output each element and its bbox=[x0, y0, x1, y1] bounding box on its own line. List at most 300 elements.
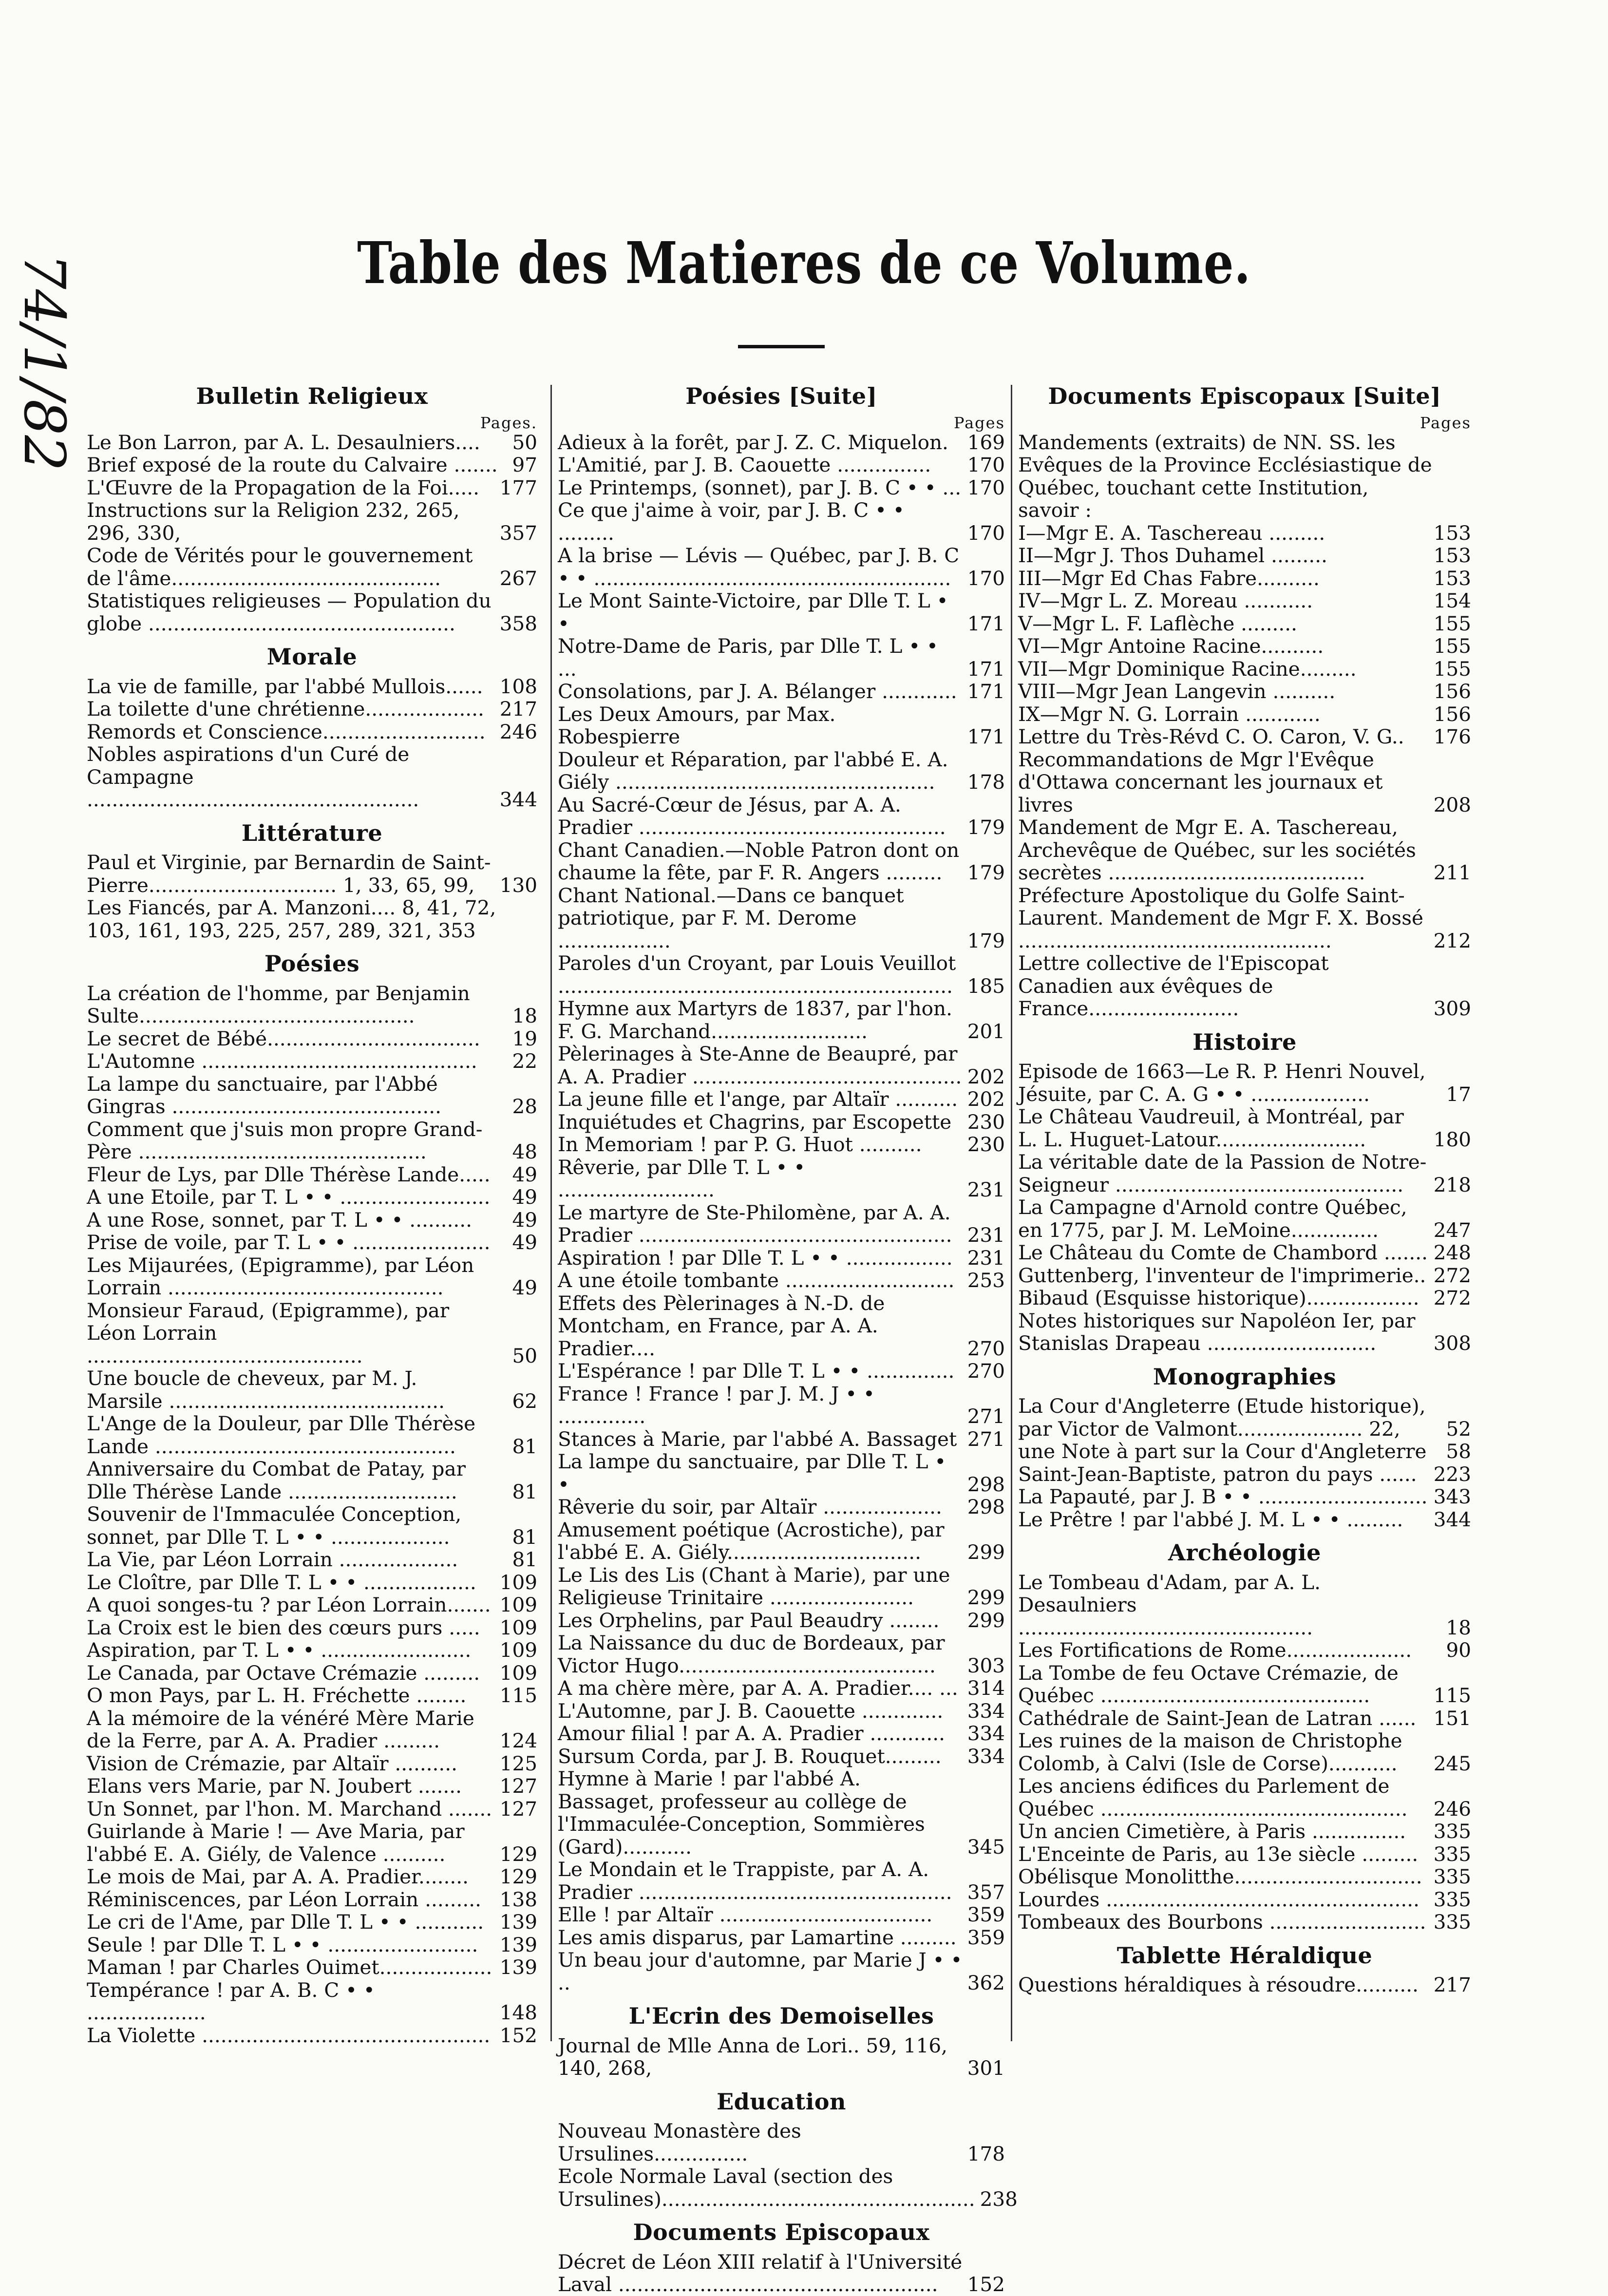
toc-entry-title: Réminiscences, par Léon Lorrain ......... bbox=[87, 1887, 481, 1911]
toc-entry-page: 345 bbox=[967, 1835, 1005, 1859]
toc-entry bbox=[87, 1548, 537, 1571]
toc-entry-page: 62 bbox=[512, 1389, 537, 1413]
toc-entry-title: Les Fiancés, par A. Manzoni.... 8, 41, 72, 103, 161, 193, 225, 257, 289, 321, 353 bbox=[87, 896, 496, 942]
toc-entry-title: L'Espérance ! par Dlle T. L • • .............. bbox=[558, 1359, 955, 1383]
toc-entry bbox=[1018, 816, 1471, 884]
toc-entry bbox=[87, 1050, 537, 1073]
toc-entry-page: 49 bbox=[512, 1185, 537, 1209]
toc-entry bbox=[1018, 952, 1471, 1020]
toc-entry-title: A la brise — Lévis — Québec, par J. B. C • • ......................................................... bbox=[558, 544, 960, 590]
toc-entry-title: Guirlande à Marie ! — Ave Maria, par l'abbé E. A. Giély, de Valence .......... bbox=[87, 1820, 465, 1866]
toc-entry-page: 50 bbox=[512, 1344, 537, 1367]
toc-entry-page: 179 bbox=[967, 816, 1005, 839]
toc-entry bbox=[558, 1632, 1005, 1677]
toc-entry-title: O mon Pays, par L. H. Fréchette ........ bbox=[87, 1684, 467, 1707]
toc-entry-title: Ce que j'aime à voir, par J. B. C • • ......... bbox=[558, 498, 905, 545]
toc-entry-page: 170 bbox=[967, 521, 1005, 545]
toc-entry bbox=[558, 1269, 1005, 1292]
toc-entry bbox=[558, 794, 1005, 839]
toc-entry-title: Les ruines de la maison de Christophe Colomb, à Calvi (Isle de Corse)........... bbox=[1018, 1729, 1402, 1775]
toc-entry-title: Nouveau Monastère des Ursulines............... bbox=[558, 2119, 801, 2165]
toc-entry bbox=[558, 1247, 1005, 1270]
toc-entry bbox=[558, 1496, 1005, 1518]
toc-entry-title: I—Mgr E. A. Taschereau ......... bbox=[1018, 521, 1325, 545]
toc-entry-title: La lampe du sanctuaire, par Dlle T. L • • bbox=[558, 1450, 946, 1496]
toc-entry-page: 171 bbox=[967, 680, 1005, 703]
toc-entry bbox=[558, 703, 1005, 748]
toc-entry bbox=[558, 680, 1005, 703]
toc-entry-page: 170 bbox=[967, 475, 1005, 499]
toc-entry bbox=[87, 1684, 537, 1707]
toc-entry bbox=[1018, 635, 1471, 658]
section-heading: L'Ecrin des Demoiselles bbox=[628, 2003, 934, 2029]
toc-entry-page: 217 bbox=[1433, 1973, 1471, 1996]
toc-entry bbox=[558, 2251, 1005, 2296]
toc-entry-title: La vie de famille, par l'abbé Mullois...... bbox=[87, 674, 483, 698]
toc-entry bbox=[1018, 1639, 1471, 1662]
toc-entry-page: 170 bbox=[967, 453, 1005, 476]
toc-entry-page: 185 bbox=[967, 974, 1005, 998]
toc-entry bbox=[1018, 1151, 1471, 1196]
toc-entry bbox=[558, 1292, 1005, 1360]
toc-entry-page: 115 bbox=[499, 1684, 537, 1707]
toc-entry-title: Souvenir de l'Immaculée Conception, sonnet, par Dlle T. L • • ................... bbox=[87, 1502, 462, 1549]
toc-entry-page: 148 bbox=[499, 2001, 537, 2024]
toc-entry-title: A quoi songes-tu ? par Léon Lorrain....... bbox=[87, 1593, 491, 1616]
toc-entry bbox=[558, 1745, 1005, 1768]
toc-entry-title: Le cri de l'Ame, par Dlle T. L • • ........... bbox=[87, 1910, 484, 1934]
toc-entry-page: 201 bbox=[967, 1019, 1005, 1043]
toc-entry-title: Prise de voile, par T. L • • ...................... bbox=[87, 1231, 491, 1254]
toc-entry bbox=[558, 1383, 1005, 1428]
toc-entry-title: La création de l'homme, par Benjamin Sulte............................................ bbox=[87, 981, 470, 1027]
section-heading: Poésies [Suite] bbox=[685, 383, 877, 409]
toc-entry bbox=[87, 1616, 537, 1639]
toc-entry bbox=[87, 1254, 537, 1299]
toc-entry bbox=[558, 839, 1005, 884]
toc-entry bbox=[558, 1858, 1005, 1903]
toc-entry-title: Obélisque Monolitthe.............................. bbox=[1018, 1865, 1422, 1888]
toc-entry-title: Ecole Normale Laval (section des Ursulines).................................................. bbox=[558, 2164, 975, 2211]
toc-entry-title: IV—Mgr L. Z. Moreau ........... bbox=[1018, 589, 1313, 612]
toc-entry-page: 129 bbox=[499, 1842, 537, 1866]
handwritten-note: 74/1/82 bbox=[11, 253, 77, 472]
toc-entry-title: L'Enceinte de Paris, au 13e siècle ......... bbox=[1018, 1842, 1419, 1866]
section-heading: Morale bbox=[266, 644, 358, 670]
section-heading: Monographies bbox=[1153, 1363, 1337, 1390]
toc-entry-title: Aspiration, par T. L • • ........................ bbox=[87, 1638, 472, 1662]
toc-entry-title: Pèlerinages à Ste-Anne de Beaupré, par A. A. Pradier ........................................... bbox=[558, 1042, 962, 1088]
toc-entry bbox=[87, 1956, 537, 1979]
toc-entry bbox=[558, 589, 1005, 635]
toc-entry-page: 299 bbox=[967, 1586, 1005, 1609]
toc-entry-page: 344 bbox=[499, 788, 537, 811]
toc-entry bbox=[558, 884, 1005, 952]
section-heading: Documents Episcopaux bbox=[633, 2219, 930, 2245]
toc-entry-title: Amusement poétique (Acrostiche), par l'abbé E. A. Giély............................... bbox=[558, 1518, 945, 1564]
toc-entry-title: Préfecture Apostolique du Golfe Saint-Laurent. Mandement de Mgr F. X. Bossé .................................................. bbox=[1018, 883, 1423, 952]
toc-entry-page: 177 bbox=[499, 475, 537, 499]
toc-entry-page: 344 bbox=[1433, 1507, 1471, 1531]
toc-entry bbox=[558, 1767, 1005, 1858]
toc-entry-page: 28 bbox=[512, 1095, 537, 1118]
toc-entry bbox=[1018, 1196, 1471, 1241]
toc-entry-page: 152 bbox=[967, 2273, 1005, 2296]
toc-entry-title: III—Mgr Ed Chas Fabre.......... bbox=[1018, 566, 1320, 590]
toc-entry bbox=[558, 476, 1005, 499]
toc-entry-page: 271 bbox=[967, 1427, 1005, 1451]
toc-entry-page: 108 bbox=[499, 674, 537, 698]
toc-entry bbox=[558, 997, 1005, 1043]
toc-entry-title: Les Orphelins, par Paul Beaudry ........ bbox=[558, 1608, 940, 1632]
toc-entry-page: 357 bbox=[499, 521, 537, 545]
toc-entry-title: Le secret de Bébé.................................. bbox=[87, 1026, 480, 1050]
toc-entry bbox=[1018, 1105, 1471, 1151]
toc-entry-title: une Note à part sur la Cour d'Angleterre bbox=[1018, 1440, 1427, 1463]
toc-entry-page: 49 bbox=[512, 1231, 537, 1254]
toc-entry-title: La Campagne d'Arnold contre Québec, en 1775, par J. M. LeMoine.............. bbox=[1018, 1195, 1407, 1242]
toc-entry bbox=[1018, 703, 1471, 726]
toc-entry-page: 267 bbox=[499, 566, 537, 590]
toc-entry-title: Fleur de Lys, par Dlle Thérèse Lande..... bbox=[87, 1162, 491, 1186]
toc-entry-page: 238 bbox=[980, 2187, 1018, 2211]
toc-entry-page: 271 bbox=[967, 1404, 1005, 1428]
toc-entry bbox=[558, 2164, 1018, 2211]
toc-entry-title: Le Lis des Lis (Chant à Marie), par une Religieuse Trinitaire ....................... bbox=[558, 1563, 950, 1609]
toc-entry-page: 308 bbox=[1433, 1331, 1471, 1355]
toc-entry-page: 81 bbox=[512, 1480, 537, 1503]
toc-entry-title: Le Printemps, (sonnet), par J. B. C • • ... bbox=[558, 475, 962, 499]
toc-entry bbox=[558, 635, 1005, 680]
toc-entry-title: La Tombe de feu Octave Crémazie, de Québec ........................................... bbox=[1018, 1661, 1399, 1707]
toc-entry-page: 223 bbox=[1433, 1462, 1471, 1486]
toc-entry bbox=[1018, 1775, 1471, 1820]
toc-entry-title: La véritable date de la Passion de Notre-Seigneur .............................................. bbox=[1018, 1150, 1427, 1196]
toc-entry bbox=[87, 1231, 537, 1254]
toc-entry bbox=[1018, 544, 1471, 567]
toc-entry bbox=[558, 1677, 1005, 1700]
toc-entry bbox=[87, 1209, 537, 1232]
toc-entry-page: 298 bbox=[967, 1472, 1005, 1496]
toc-entry-page: 90 bbox=[1446, 1638, 1471, 1662]
toc-entry bbox=[87, 896, 537, 942]
toc-entry-title: Adieux à la forêt, par J. Z. C. Miquelon. bbox=[558, 430, 948, 454]
toc-entry-title: Une boucle de cheveux, par M. J. Marsile ............................................ bbox=[87, 1366, 445, 1413]
toc-entry-title: Hymne aux Martyrs de 1837, par l'hon. F. G. Marchand......................... bbox=[558, 997, 953, 1043]
toc-entry bbox=[1018, 567, 1471, 590]
toc-entry-title: Rêverie du soir, par Altaïr ................... bbox=[558, 1495, 942, 1518]
toc-entry-title: Les amis disparus, par Lamartine ......... bbox=[558, 1925, 957, 1949]
toc-entry bbox=[1018, 725, 1471, 748]
toc-entry-title: A la mémoire de la vénéré Mère Marie de la Ferre, par A. A. Pradier ......... bbox=[87, 1706, 474, 1752]
toc-entry-title: Paroles d'un Croyant, par Louis Veuillot ............................................................... bbox=[558, 951, 956, 998]
toc-entry-page: 115 bbox=[1433, 1684, 1471, 1707]
toc-entry-page: 272 bbox=[1433, 1263, 1471, 1287]
toc-entry bbox=[558, 454, 1005, 476]
section-heading: Documents Episcopaux [Suite] bbox=[1048, 383, 1441, 409]
toc-entry-title: Un ancien Cimetière, à Paris ............... bbox=[1018, 1820, 1406, 1843]
toc-entry-page: 303 bbox=[967, 1653, 1005, 1677]
toc-entry bbox=[558, 952, 1005, 997]
toc-entry-page: 169 bbox=[967, 430, 1005, 454]
toc-entry-title: Instructions sur la Religion 232, 265, 296, 330, bbox=[87, 498, 460, 545]
toc-entry-page: 309 bbox=[1433, 997, 1471, 1020]
toc-entry-title: Recommandations de Mgr l'Evêque d'Ottawa concernant les journaux et livres bbox=[1018, 747, 1383, 816]
toc-entry bbox=[1018, 1571, 1471, 1639]
toc-entry-page: 125 bbox=[499, 1751, 537, 1775]
toc-entry-page: 246 bbox=[1433, 1797, 1471, 1821]
toc-entry-page: 49 bbox=[512, 1276, 537, 1299]
section-heading: Littérature bbox=[241, 819, 383, 846]
toc-entry-title: La Cour d'Angleterre (Etude historique), par Victor de Valmont.................... 22, bbox=[1018, 1394, 1426, 1441]
toc-entry bbox=[1018, 1662, 1471, 1707]
toc-entry-title: Le Château Vaudreuil, à Montréal, par L. L. Huguet-Latour........................ bbox=[1018, 1105, 1404, 1151]
toc-entry-title: Questions héraldiques à résoudre.......... bbox=[1018, 1973, 1419, 1996]
toc-entry-page: 139 bbox=[499, 1910, 537, 1934]
toc-entry-page: 178 bbox=[967, 770, 1005, 794]
section-heading: Tablette Héraldique bbox=[1116, 1942, 1373, 1969]
toc-entry bbox=[1018, 748, 1471, 816]
toc-entry-page: 217 bbox=[499, 697, 537, 721]
toc-entry-page: 22 bbox=[512, 1049, 537, 1073]
toc-entry bbox=[87, 1888, 537, 1911]
toc-entry-page: 358 bbox=[499, 611, 537, 635]
column-right bbox=[1018, 385, 1471, 1996]
toc-entry-title: Les Mijaurées, (Epigramme), par Léon Lorrain ............................................ bbox=[87, 1253, 474, 1299]
toc-entry-title: Elle ! par Altaïr .................................. bbox=[558, 1903, 933, 1926]
toc-entry bbox=[1018, 1508, 1471, 1531]
toc-entry bbox=[87, 1707, 537, 1752]
toc-entry-page: 270 bbox=[967, 1336, 1005, 1360]
toc-entry bbox=[1018, 612, 1471, 635]
toc-entry bbox=[87, 544, 537, 589]
toc-entry bbox=[1018, 1395, 1471, 1440]
toc-entry bbox=[87, 1662, 537, 1685]
toc-entry-page: 109 bbox=[499, 1615, 537, 1639]
toc-entry bbox=[1018, 1888, 1471, 1911]
toc-entry-title: Seule ! par Dlle T. L • • ........................ bbox=[87, 1933, 478, 1956]
toc-entry-page: 218 bbox=[1433, 1173, 1471, 1196]
toc-entry bbox=[558, 1450, 1005, 1496]
toc-entry bbox=[87, 1798, 537, 1821]
toc-entry-title: L'Automne ............................................ bbox=[87, 1049, 477, 1073]
toc-entry bbox=[1018, 1911, 1471, 1934]
toc-entry-title: Le Prêtre ! par l'abbé J. M. L • • ......... bbox=[1018, 1507, 1403, 1531]
toc-entry-page: 208 bbox=[1433, 793, 1471, 816]
toc-entry bbox=[87, 1458, 537, 1503]
toc-entry-page: 231 bbox=[967, 1178, 1005, 1201]
toc-entry-page: 151 bbox=[1433, 1706, 1471, 1730]
toc-entry-title: Le Tombeau d'Adam, par A. L. Desaulniers ............................................... bbox=[1018, 1570, 1321, 1639]
toc-entry bbox=[1018, 680, 1471, 703]
toc-entry-page: 179 bbox=[967, 861, 1005, 884]
toc-entry bbox=[558, 1903, 1005, 1926]
toc-entry-page: 18 bbox=[1446, 1615, 1471, 1639]
toc-entry-page: 202 bbox=[967, 1064, 1005, 1088]
toc-entry bbox=[558, 1133, 1005, 1156]
toc-entry-page: 153 bbox=[1433, 544, 1471, 567]
section-heading: Histoire bbox=[1192, 1028, 1297, 1055]
toc-entry bbox=[1018, 1241, 1471, 1264]
toc-entry-page: 127 bbox=[499, 1797, 537, 1821]
toc-entry-page: 202 bbox=[967, 1087, 1005, 1111]
toc-entry-title: Saint-Jean-Baptiste, patron du pays ...... bbox=[1018, 1462, 1417, 1486]
toc-entry-page: 334 bbox=[967, 1722, 1005, 1745]
toc-entry bbox=[1018, 884, 1471, 952]
toc-entry-page: 248 bbox=[1433, 1241, 1471, 1264]
toc-entry-page: 50 bbox=[512, 430, 537, 454]
toc-entry bbox=[1018, 589, 1471, 612]
toc-entry-title: Amour filial ! par A. A. Pradier ............ bbox=[558, 1722, 946, 1745]
toc-entry bbox=[87, 1073, 537, 1118]
toc-entry-title: La toilette d'une chrétienne................... bbox=[87, 697, 484, 721]
toc-entry bbox=[87, 698, 537, 721]
toc-entry-page: 231 bbox=[967, 1246, 1005, 1270]
toc-entry bbox=[1018, 1440, 1471, 1463]
toc-entry-title: Nobles aspirations d'un Curé de Campagne ..................................................... bbox=[87, 742, 419, 811]
toc-entry-title: Elans vers Marie, par N. Joubert ....... bbox=[87, 1774, 462, 1798]
toc-entry-title: Vision de Crémazie, par Altaïr .......... bbox=[87, 1751, 458, 1775]
toc-entry bbox=[87, 1186, 537, 1209]
toc-entry-page: 48 bbox=[512, 1140, 537, 1163]
toc-entry-page: 130 bbox=[499, 873, 537, 897]
toc-entry-page: 124 bbox=[499, 1729, 537, 1752]
toc-entry bbox=[1018, 1264, 1471, 1287]
toc-entry bbox=[558, 1722, 1005, 1745]
toc-entry-page: 230 bbox=[967, 1133, 1005, 1156]
toc-entry-page: 81 bbox=[512, 1548, 537, 1571]
toc-entry-page: 230 bbox=[967, 1110, 1005, 1134]
toc-entry bbox=[558, 1428, 1005, 1451]
toc-entry-title: Code de Vérités pour le gouvernement de l'âme........................................... bbox=[87, 544, 473, 590]
toc-entry-page: 212 bbox=[1433, 929, 1471, 952]
toc-entry-title: Cathédrale de Saint-Jean de Latran ...... bbox=[1018, 1706, 1417, 1730]
toc-entry bbox=[87, 851, 537, 896]
toc-entry-title: Notes historiques sur Napoléon Ier, par Stanislas Drapeau ........................... bbox=[1018, 1309, 1416, 1355]
toc-entry-title: Journal de Mlle Anna de Lori.. 59, 116, 140, 268, bbox=[558, 2033, 947, 2080]
toc-entry-page: 52 bbox=[1446, 1417, 1471, 1441]
toc-entry bbox=[87, 743, 537, 811]
toc-entry-title: La jeune fille et l'ange, par Altaïr .......... bbox=[558, 1087, 958, 1111]
toc-entry-page: 245 bbox=[1433, 1751, 1471, 1775]
toc-entry-title: La Violette .............................................. bbox=[87, 2023, 491, 2047]
toc-entry bbox=[558, 1564, 1005, 1609]
toc-entry-title: Comment que j'suis mon propre Grand-Père .............................................. bbox=[87, 1117, 483, 1163]
toc-entry-title: Anniversaire du Combat de Patay, par Dlle Thérèse Lande ........................... bbox=[87, 1457, 466, 1503]
toc-entry bbox=[1018, 1463, 1471, 1486]
toc-entry bbox=[1018, 1485, 1471, 1508]
toc-entry bbox=[87, 1412, 537, 1458]
section-heading: Bulletin Religieux bbox=[196, 383, 428, 409]
toc-entry bbox=[87, 1027, 537, 1050]
toc-entry-title: Au Sacré-Cœur de Jésus, par A. A. Pradier ................................................. bbox=[558, 793, 946, 839]
toc-entry bbox=[558, 1949, 1005, 1994]
toc-entry-title: Episode de 1663—Le R. P. Henri Nouvel, Jésuite, par C. A. G • • ................... bbox=[1018, 1060, 1426, 1106]
toc-entry-page: 152 bbox=[499, 2023, 537, 2047]
toc-entry-title: VIII—Mgr Jean Langevin .......... bbox=[1018, 680, 1336, 703]
toc-entry-title: Sursum Corda, par J. B. Rouquet......... bbox=[558, 1744, 942, 1768]
pages-label: Pages bbox=[1419, 413, 1471, 432]
toc-entry-title: Les Fortifications de Rome.................... bbox=[1018, 1638, 1412, 1662]
toc-entry-page: 314 bbox=[967, 1676, 1005, 1700]
toc-entry-title: Notre-Dame de Paris, par Dlle T. L • • ... bbox=[558, 634, 938, 681]
toc-entry-page: 155 bbox=[1433, 634, 1471, 658]
toc-entry bbox=[558, 1043, 1005, 1088]
toc-entry-title: Mandements (extraits) de NN. SS. les Evêques de la Province Ecclésiastique de Québec, touchant cette Institution, savoir : bbox=[1018, 430, 1432, 522]
toc-entry bbox=[1018, 1729, 1471, 1775]
toc-entry-title: Le Mont Sainte-Victoire, par Dlle T. L • • bbox=[558, 589, 948, 635]
toc-entry bbox=[87, 1299, 537, 1367]
toc-entry-title: In Memoriam ! par P. G. Huot .......... bbox=[558, 1133, 922, 1156]
toc-entry-title: Remords et Conscience.......................... bbox=[87, 720, 486, 743]
toc-entry-page: 155 bbox=[1433, 611, 1471, 635]
toc-entry-page: 299 bbox=[967, 1540, 1005, 1564]
toc-entry-title: Consolations, par J. A. Bélanger ............ bbox=[558, 680, 957, 703]
toc-entry bbox=[558, 2034, 1005, 2080]
toc-entry-title: L'Automne, par J. B. Caouette ............. bbox=[558, 1699, 944, 1723]
toc-entry-page: 357 bbox=[967, 1880, 1005, 1904]
section-heading: Education bbox=[717, 2088, 846, 2115]
toc-entry bbox=[1018, 431, 1471, 522]
toc-entry-page: 139 bbox=[499, 1955, 537, 1979]
toc-entry-title: VI—Mgr Antoine Racine.......... bbox=[1018, 634, 1324, 658]
toc-entry bbox=[87, 1865, 537, 1888]
toc-entry-page: 156 bbox=[1433, 702, 1471, 726]
toc-entry-title: II—Mgr J. Thos Duhamel ......... bbox=[1018, 544, 1327, 567]
toc-entry-page: 176 bbox=[1433, 725, 1471, 748]
toc-entry-page: 211 bbox=[1433, 861, 1471, 884]
toc-entry-page: 49 bbox=[512, 1208, 537, 1232]
toc-entry-page: 109 bbox=[499, 1593, 537, 1616]
toc-entry-title: Chant National.—Dans ce banquet patriotique, par F. M. Derome .................. bbox=[558, 883, 904, 952]
toc-entry-title: La lampe du sanctuaire, par l'Abbé Gingras ........................................... bbox=[87, 1072, 442, 1118]
toc-entry-page: 359 bbox=[967, 1903, 1005, 1926]
toc-entry bbox=[87, 1163, 537, 1186]
toc-entry-title: Statistiques religieuses — Population du globe ................................................. bbox=[87, 589, 492, 635]
toc-entry-title: Le mois de Mai, par A. A. Pradier........ bbox=[87, 1865, 469, 1888]
toc-entry-title: France ! France ! par J. M. J • • .............. bbox=[558, 1382, 875, 1428]
toc-entry-title: Douleur et Réparation, par l'abbé E. A. Giély ................................................... bbox=[558, 747, 948, 794]
section-heading: Poésies bbox=[264, 950, 360, 977]
toc-entry-page: 298 bbox=[967, 1495, 1005, 1518]
toc-entry-page: 18 bbox=[512, 1004, 537, 1027]
toc-entry-title: L'Œuvre de la Propagation de la Foi..... bbox=[87, 475, 480, 499]
toc-entry bbox=[1018, 658, 1471, 681]
toc-entry-page: 109 bbox=[499, 1638, 537, 1662]
toc-entry-title: Le Cloître, par Dlle T. L • • .................. bbox=[87, 1570, 476, 1594]
toc-entry-title: Les Deux Amours, par Max. Robespierre bbox=[558, 702, 836, 748]
toc-entry-page: 97 bbox=[512, 453, 537, 476]
toc-entry-page: 334 bbox=[967, 1699, 1005, 1723]
toc-entry-page: 156 bbox=[1433, 680, 1471, 703]
toc-entry-page: 178 bbox=[967, 2142, 1005, 2165]
toc-entry bbox=[87, 476, 537, 499]
toc-entry bbox=[87, 982, 537, 1027]
toc-entry-title: Lettre collective de l'Episcopat Canadien aux évêques de France........................ bbox=[1018, 951, 1329, 1020]
toc-entry-title: Hymne à Marie ! par l'abbé A. Bassaget, professeur au collège de l'Immaculée-Conception, Sommières (Gard)........... bbox=[558, 1767, 925, 1859]
toc-entry-page: 231 bbox=[967, 1223, 1005, 1247]
toc-entry-page: 153 bbox=[1433, 566, 1471, 590]
toc-entry-title: Le Mondain et le Trappiste, par A. A. Pradier .................................................. bbox=[558, 1858, 952, 1904]
toc-entry-title: Bibaud (Esquisse historique).................. bbox=[1018, 1286, 1419, 1309]
toc-entry bbox=[87, 454, 537, 476]
toc-entry bbox=[87, 1118, 537, 1163]
toc-entry-title: Paul et Virginie, par Bernardin de Saint-Pierre.............................. 1, 33, 65, 99, bbox=[87, 851, 491, 897]
toc-entry-title: Le Canada, par Octave Crémazie ......... bbox=[87, 1661, 480, 1685]
toc-entry-page: 171 bbox=[967, 657, 1005, 681]
toc-entry-page: 170 bbox=[967, 566, 1005, 590]
toc-entry-title: Inquiétudes et Chagrins, par Escopette bbox=[558, 1110, 952, 1134]
